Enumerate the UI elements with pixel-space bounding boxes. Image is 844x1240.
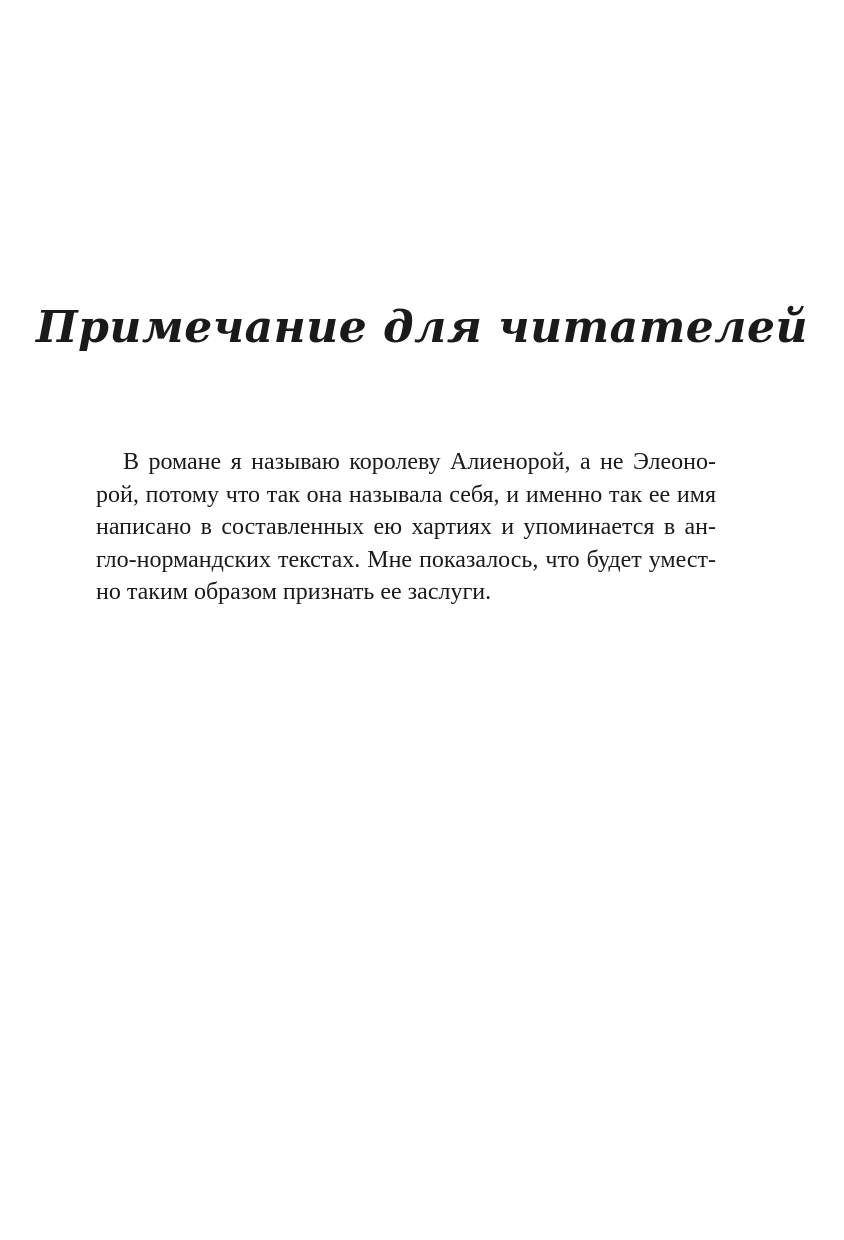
paragraph-line: В романе я называю королеву Алиенорой, а не Элеоно- bbox=[123, 449, 716, 475]
note-paragraph bbox=[96, 446, 716, 609]
paragraph-line: но таким образом признать ее заслуги. bbox=[96, 579, 492, 605]
paragraph-line: гло-нормандских текстах. Мне показалось, что будет умест- bbox=[96, 546, 716, 573]
paragraph-line: написано в составленных ею хартиях и упоминается в ан- bbox=[96, 514, 716, 540]
page-title: Примечание для читателей bbox=[36, 302, 808, 353]
paragraph-line: рой, потому что так она называла себя, и именно так ее имя bbox=[96, 481, 716, 508]
